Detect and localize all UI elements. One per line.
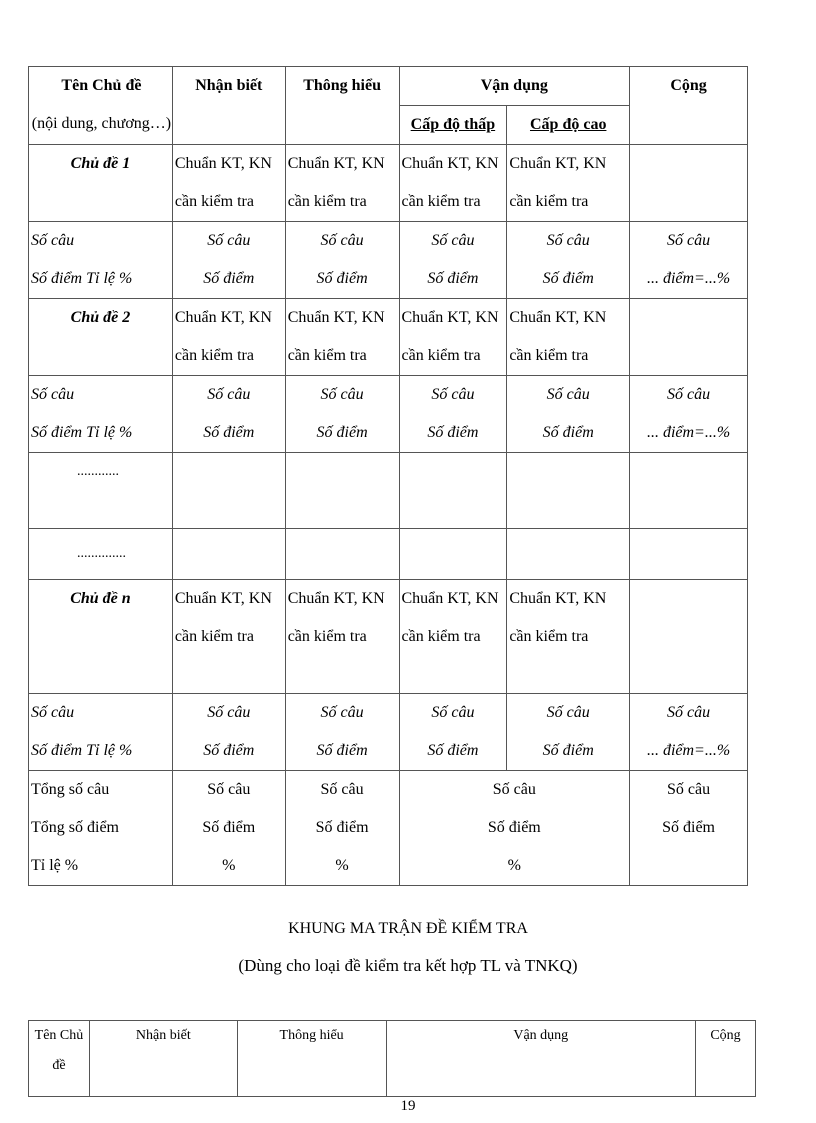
topic-1-apply-high: Chuẩn KT, KN cần kiểm tra [507, 145, 630, 222]
topic-1-apply-low: Chuẩn KT, KN cần kiểm tra [399, 145, 507, 222]
empty-cell [507, 453, 630, 529]
topic-2-apply-low: Chuẩn KT, KN cần kiểm tra [399, 299, 507, 376]
topic-n-summary-recognize: Số câu Số điểm [172, 694, 285, 771]
header-apply-low: Cấp độ thấp [399, 106, 507, 145]
empty-cell [285, 529, 399, 580]
header-topic-sub: (nội dung, chương…) [31, 115, 172, 132]
topic-1-summary-recognize: Số câu Số điểm [172, 222, 285, 299]
empty-cell [507, 529, 630, 580]
topic-2-summary-total: Số câu ... điểm=...% [630, 376, 748, 453]
empty-cell [172, 453, 285, 529]
page-number: 19 [400, 1098, 416, 1114]
topic-2-summary-understand: Số câu Số điểm [285, 376, 399, 453]
empty-cell [285, 453, 399, 529]
topic-1-summary-understand: Số câu Số điểm [285, 222, 399, 299]
topic-n-understand: Chuẩn KT, KN cần kiểm tra [285, 580, 399, 694]
matrix-table [28, 66, 748, 886]
header-recognize: Nhận biết [172, 67, 285, 145]
totals-understand: Số câu Số điểm % [285, 771, 399, 886]
topic-n-summary-total: Số câu ... điểm=...% [630, 694, 748, 771]
topic-n-summary-apply-low: Số câu Số điểm [399, 694, 507, 771]
topic-n-apply-low: Chuẩn KT, KN cần kiểm tra [399, 580, 507, 694]
empty-cell [399, 453, 507, 529]
topic-2-label: Chủ đề 2 [29, 299, 173, 376]
topic-2-total [630, 299, 748, 376]
topic-1-summary-total: Số câu ... điểm=...% [630, 222, 748, 299]
topic-n-summary-understand: Số câu Số điểm [285, 694, 399, 771]
topic-n-summary-apply-high: Số câu Số điểm [507, 694, 630, 771]
empty-cell [630, 453, 748, 529]
section-subtitle: (Dùng cho loại đề kiểm tra kết hợp TL và TNKQ) [238, 956, 578, 975]
topic-2-summary-recognize: Số câu Số điểm [172, 376, 285, 453]
topic-n-label: Chủ đề n [29, 580, 173, 694]
totals-apply: Số câu Số điểm % [399, 771, 630, 886]
topic-1-summary-apply-high: Số câu Số điểm [507, 222, 630, 299]
topic-1-recognize: Chuẩn KT, KN cần kiểm tra [172, 145, 285, 222]
section-title: KHUNG MA TRẬN ĐỀ KIỂM TRA [288, 920, 528, 937]
header-topic [29, 67, 173, 145]
empty-cell [172, 529, 285, 580]
table2-understand: Thông hiểu [237, 1021, 386, 1097]
topic-2-summary-left: Số câu Số điểm Tỉ lệ % [29, 376, 173, 453]
header-apply-high: Cấp độ cao [507, 106, 630, 145]
topic-1-label: Chủ đề 1 [29, 145, 173, 222]
topic-n-total [630, 580, 748, 694]
totals-recognize: Số câu Số điểm % [172, 771, 285, 886]
totals-left: Tổng số câu Tổng số điểm Tỉ lệ % [29, 771, 173, 886]
placeholder-dots-1: ............ [29, 453, 173, 529]
table2-apply: Vận dụng [386, 1021, 696, 1097]
totals-total: Số câu Số điểm [630, 771, 748, 886]
topic-2-summary-apply-high: Số câu Số điểm [507, 376, 630, 453]
header-apply: Vận dụng [399, 67, 630, 106]
topic-n-apply-high: Chuẩn KT, KN cần kiểm tra [507, 580, 630, 694]
topic-2-understand: Chuẩn KT, KN cần kiểm tra [285, 299, 399, 376]
topic-2-summary-apply-low: Số câu Số điểm [399, 376, 507, 453]
empty-cell [630, 529, 748, 580]
table2-topic: Tên Chủ đề [29, 1021, 90, 1097]
topic-n-recognize: Chuẩn KT, KN cần kiểm tra [172, 580, 285, 694]
topic-2-recognize: Chuẩn KT, KN cần kiểm tra [172, 299, 285, 376]
header-understand: Thông hiểu [285, 67, 399, 145]
topic-1-understand: Chuẩn KT, KN cần kiểm tra [285, 145, 399, 222]
topic-n-summary-left: Số câu Số điểm Tỉ lệ % [29, 694, 173, 771]
table2-total: Cộng [696, 1021, 756, 1097]
header-topic-title: Tên Chủ đề [61, 77, 142, 94]
matrix-table-2 [28, 1020, 756, 1097]
topic-1-summary-apply-low: Số câu Số điểm [399, 222, 507, 299]
placeholder-dots-2: .............. [29, 529, 173, 580]
header-total: Cộng [630, 67, 748, 145]
table2-recognize: Nhận biết [89, 1021, 237, 1097]
topic-1-total [630, 145, 748, 222]
topic-2-apply-high: Chuẩn KT, KN cần kiểm tra [507, 299, 630, 376]
empty-cell [399, 529, 507, 580]
topic-1-summary-left: Số câu Số điểm Tỉ lệ % [29, 222, 173, 299]
